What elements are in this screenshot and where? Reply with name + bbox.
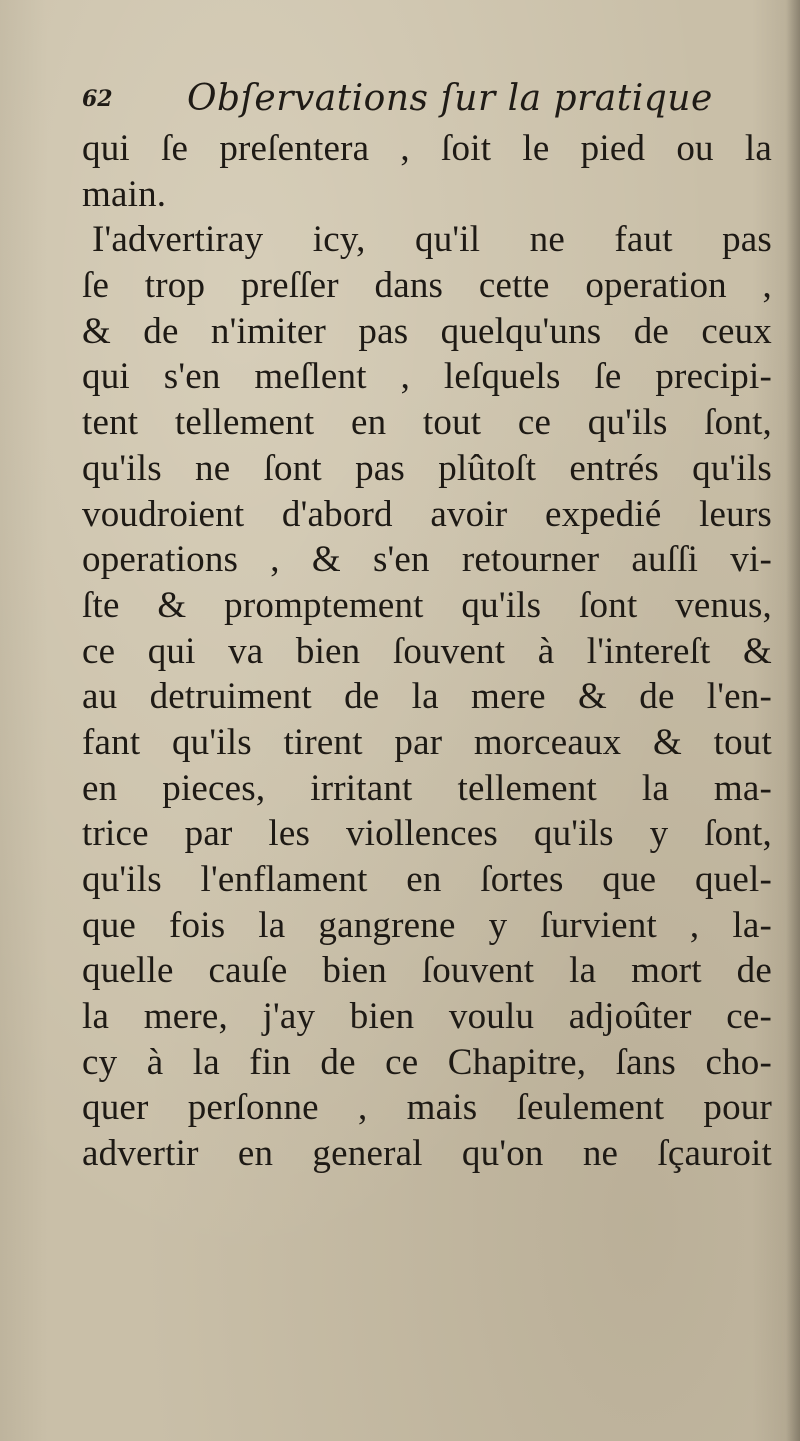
text-line: la mere, j'ay bien voulu adjoûter ce- [82,996,772,1038]
text-line: ſe trop preſſer dans cette operation , [82,265,772,307]
text-line: & de n'imiter pas quelqu'uns de ceux [82,310,772,352]
text-line: qui ſe preſentera , ſoit le pied ou la [82,128,772,169]
text-line: cy à la fin de ce Chapitre, ſans cho- [82,1041,772,1083]
text-line: trice par les viollences qu'ils y ſont, [82,813,772,855]
page-number: 62 [82,86,113,112]
text-line: ſte & promptement qu'ils ſont venus, [82,584,772,626]
text-line: advertir en general qu'on ne ſçauroit [82,1133,772,1175]
text-line: fant qu'ils tirent par morceaux & tout [82,721,772,763]
text-line: main. [82,173,167,215]
text-line: qui s'en meſlent , leſquels ſe precipi- [82,356,772,398]
text-line: operations , & s'en retourner auſſi vi- [82,539,772,581]
running-head: Obſervations ſur la pratique [187,78,713,119]
text-line: qu'ils l'enflament en ſortes que quel- [82,859,772,900]
text-line: au detruiment de la mere & de l'en- [82,676,772,718]
text-line: ce qui va bien ſouvent à l'intereſt & [82,630,772,672]
text-line: qu'ils ne ſont pas plûtoſt entrés qu'ils [82,447,772,489]
text-line: que fois la gangrene y ſurvient , la- [82,904,772,946]
text-line: voudroient d'abord avoir expedié leurs [82,493,772,535]
text-line: tent tellement en tout ce qu'ils ſont, [82,402,772,444]
page-header [82,78,762,124]
body-text [82,126,772,1177]
text-line: en pieces, irritant tellement la ma- [82,767,772,809]
text-line: quer perſonne , mais ſeulement pour [82,1087,772,1129]
text-line: I'advertiray icy, qu'il ne faut pas [92,219,772,261]
page-edge-shadow [786,0,800,1441]
text-line: quelle cauſe bien ſouvent la mort de [82,950,772,992]
